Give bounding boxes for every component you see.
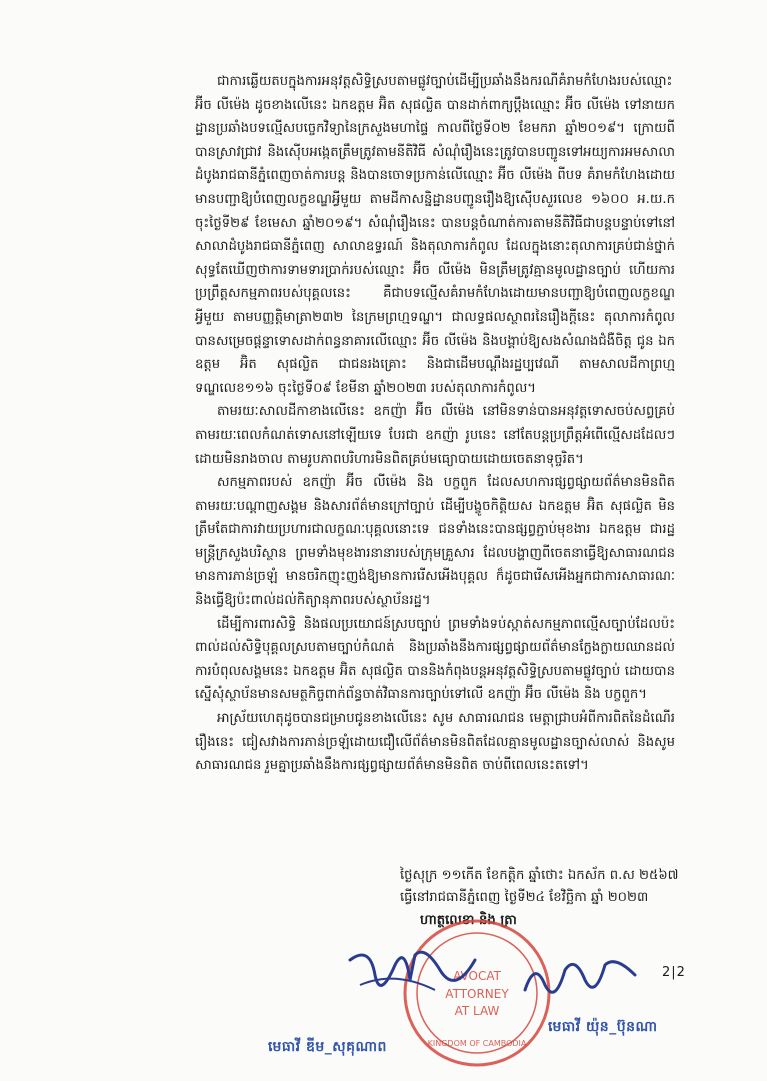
paragraph: អាស្រ័យហេតុដូចបានជម្រាបជូនខាងលើនេះ សូម សាធារណជន មេត្តាជ្រាបអំពីការពិតនៃដំណើររឿងនេះ ជៀសវាងការភាន់ច្រឡំដោយជឿលើព័ត៌មានមិនពិតដែលគ្មានមូលដ្ឋានច្បាស់លាស់ និងសូម សាធារណជន រួមគ្នាប្រឆាំងនឹងការផ្សព្វផ្សាយព័ត៌មានមិនពិត ចាប់ពីពេលនេះតទៅ។: [195, 711, 675, 774]
signatory-right-name: មេធាវី យ៉ុន_ប៊ុនណា: [548, 1019, 658, 1035]
closing-place-date: ធ្វើនៅរាជធានីភ្នំពេញ ថ្ងៃទី២៤ ខែវិច្ឆិកា ឆ្នាំ ២០២៣: [400, 890, 649, 905]
svg-text:KINGDOM OF CAMBODIA: KINGDOM OF CAMBODIA: [427, 1039, 527, 1048]
paragraph: សកម្មភាពរបស់ ឧកញ៉ា អ៊ីច លីម៉េង និង បក្ខពួក ដែលសហការផ្សព្វផ្សាយព័ត៌មានមិនពិតតាមរយៈបណ្ដាញសង្គម និងសារព័ត៌មានក្រៅច្បាប់ ដើម្បីបង្ខូចកិត្តិយស ឯកឧត្តម អ៊ិត សុផល្លិត មិនត្រឹមតែជាការវាយប្រហារជាលក្ខណៈបុគ្គលនោះទេ ជនទាំងនេះបានផ្សព្វភ្ជាប់មុខងារ ឯកឧត្តម ជារដ្ឋមន្ត្រីក្រសួងបរិស្ថាន ព្រមទាំងមុខងារនានារបស់ក្រុមគ្រួសារ ដែលបង្ហាញពីចេតនាធ្វើឱ្យសាធារណជនមានការភាន់ច្រឡំ មានចរិកញុះញង់ឱ្យមានការរើសអើងបុគ្គល ក៏ដូចជារើសអើងអ្នកជាការសាធារណៈ និងធ្វើឱ្យប៉ះពាល់ដល់កិត្យានុភាពរបស់ស្ថាប័នរដ្ឋ។: [195, 475, 675, 609]
paragraph: តាមរយៈសាលដីកាខាងលើនេះ ឧកញ៉ា អ៊ីច លីម៉េង នៅមិនទាន់បានអនុវត្តទោសចប់សព្វគ្រប់តាមរយៈពេលកំណត់ទោសនៅឡើយទេ បែរជា ឧកញ៉ា រូបនេះ នៅតែបន្តប្រព្រឹត្តអំពើល្មើសដដែលៗដោយមិនរាងចាល តាមរូបភាពបរិហារមិនពិតគ្រប់មធ្យោបាយដោយចេតនាទុច្ចរិត។: [195, 404, 675, 467]
signature-left-icon: [345, 940, 480, 1010]
svg-text:AVOCAT: AVOCAT: [453, 969, 501, 983]
document-body: [195, 70, 675, 778]
closing-lunar-date: ថ្ងៃសុក្រ ១១កើត ខែកត្តិក ឆ្នាំថោះ ឯកស័ក ព.ស ២៥៦៧: [400, 868, 679, 883]
signature-right-icon: [520, 950, 640, 1010]
svg-text:ATTORNEY: ATTORNEY: [445, 987, 509, 1001]
signatory-left-name: មេធាវី ឌីម_សុគុណាព: [268, 1039, 387, 1055]
page-number: 2|2: [662, 965, 686, 980]
svg-text:AT LAW: AT LAW: [454, 1004, 500, 1018]
paragraph: ដើម្បីការពារសិទ្ធិ និងផលប្រយោជន៍ស្របច្បាប់ ព្រមទាំងទប់ស្កាត់សកម្មភាពល្មើសច្បាប់ដែលប៉ះពាល់ដល់សិទ្ធិបុគ្គលស្របតាមច្បាប់កំណត់ និងប្រឆាំងនឹងការផ្សព្វផ្សាយព័ត៌មានក្លែងក្លាយឈានដល់ការបំពុលសង្គមនេះ ឯកឧត្តម អ៊ិត សុផល្លិត បាននិងកំពុងបន្តអនុវត្តសិទ្ធិស្របតាមផ្លូវច្បាប់ ដោយបានស្នើសុំស្ថាប័នមានសមត្ថកិច្ចពាក់ព័ន្ធចាត់វិធានការច្បាប់ទៅលើ ឧកញ៉ា អ៊ីច លីម៉េង និង បក្ខពួក។: [195, 616, 675, 703]
paragraph: ជាការឆ្លើយតបក្នុងការអនុវត្តសិទ្ធិស្របតាមផ្លូវច្បាប់ដើម្បីប្រឆាំងនឹងករណីគំរាមកំហែងរបស់ឈ្មោះ អ៊ីច លីម៉េង ដូចខាងលើនេះ ឯកឧត្តម អ៊ិត សុផល្លិត បានដាក់ពាក្យប្ដឹងឈ្មោះ អ៊ីច លីម៉េង ទៅនាយកដ្ឋានប្រឆាំងបទល្មើសបច្ចេកវិទ្យានៃក្រសួងមហាផ្ទៃ កាលពីថ្ងៃទី០២ ខែមករា ឆ្នាំ២០១៩។ ក្រោយពីបានស្រាវជ្រាវ និងស៊ើបអង្កេតត្រឹមត្រូវតាមនីតិវិធី សំណុំរឿងនេះត្រូវបានបញ្ជូនទៅអយ្យការអមសាលាដំបូងរាជធានីភ្នំពេញចាត់ការបន្ត និងបានចោទប្រកាន់លើឈ្មោះ អ៊ីច លីម៉េង ពីបទ គំរាមកំហែងដោយមានបញ្ជាឱ្យបំពេញលក្ខខណ្ឌអ្វីមួយ តាមដីកាសន្និដ្ឋានបញ្ជូនរឿងឱ្យស៊ើបសួរលេខ ១៦០០ អ.យ.ក ចុះថ្ងៃទី២៩ ខែមេសា ឆ្នាំ២០១៩។ សំណុំរឿងនេះ បានបន្តចំណាត់ការតាមនីតិវិធីជាបន្តបន្ទាប់ទៅនៅសាលាដំបូងរាជធានីភ្នំពេញ សាលាឧទ្ធរណ៍ និងតុលាការកំពូល ដែលក្នុងនោះតុលាការគ្រប់ជាន់ថ្នាក់សុទ្ធតែឃើញថាការទាមទារប្រាក់របស់ឈ្មោះ អ៊ីច លីម៉េង មិនត្រឹមត្រូវគ្មានមូលដ្ឋានច្បាប់ ហើយការប្រព្រឹត្តសកម្មភាពរបស់បុគ្គលនេះ គឺជាបទល្មើសគំរាមកំហែងដោយមានបញ្ជាឱ្យបំពេញលក្ខខណ្ឌអ្វីមួយ តាមបញ្ញត្តិមាត្រា២៣២ នៃក្រមព្រហ្មទណ្ឌ។ ជាលទ្ធផលស្ថាពរនៃរឿងក្ដីនេះ តុលាការកំពូលបានសម្រេចផ្ដន្ទាទោសដាក់ពន្ធនាគារលើឈ្មោះ អ៊ីច លីម៉េង និងបង្គាប់ឱ្យសងសំណងជំងឺចិត្ត ជូន ឯកឧត្តម អ៊ិត សុផល្លិត ជាជនរងគ្រោះ និងជាដើមបណ្ដឹងរដ្ឋប្បវេណី តាមសាលដីកាព្រហ្មទណ្ឌលេខ១១៦ ចុះថ្ងៃទី០៩ ខែមីនា ឆ្នាំ២០២៣ របស់តុលាការកំពូល។: [195, 74, 675, 396]
signature-heading: ហាត្ថលេខា និង ត្រា: [420, 913, 517, 928]
